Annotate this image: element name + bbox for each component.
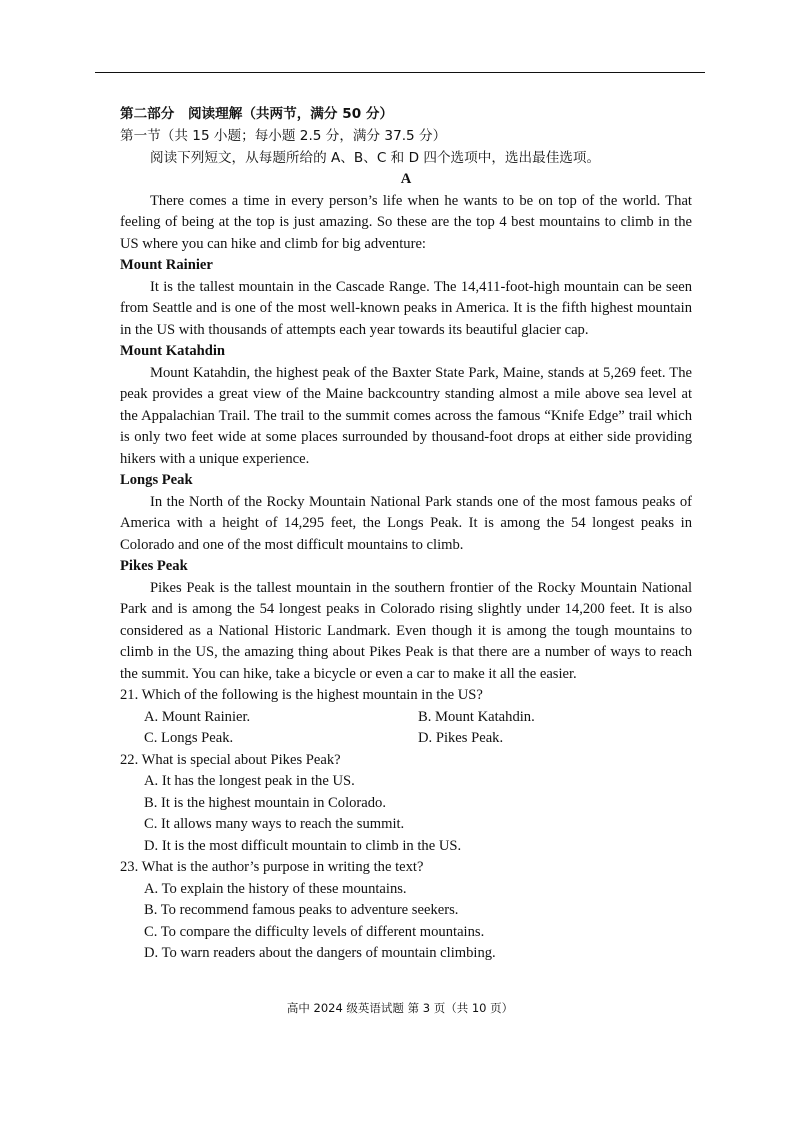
- peak-heading-katahdin: Mount Katahdin: [120, 343, 226, 359]
- instruction-text: 阅读下列短文，从每题所给的 A、B、C 和 D 四个选项中，选出最佳选项。: [150, 150, 601, 166]
- question-23-option-b: B. To recommend famous peaks to adventure seekers.: [144, 902, 459, 918]
- peak-heading-longs: Longs Peak: [120, 472, 193, 488]
- question-21-options-row-2: [120, 728, 692, 750]
- question-22-option-c: C. It allows many ways to reach the summit.: [144, 816, 405, 832]
- section-heading: 第一节（共 15 小题；每小题 2.5 分，满分 37.5 分）: [120, 128, 447, 144]
- question-21-option-a: A. Mount Rainier.: [144, 708, 251, 725]
- question-22-option-a: A. It has the longest peak in the US.: [144, 773, 355, 789]
- question-23-option-a: A. To explain the history of these mountains.: [144, 880, 407, 897]
- peak-text-pikes: Pikes Peak is the tallest mountain in the southern frontier of the Rocky Mountain National Park and is among the 54 longest peaks in Colorado rising slightly under 14,200 feet. It is also considered as a National Historic Landmark. Even though it is among the tough mountains to climb in the US, the amazing thing about Pikes Peak is that there are a number of ways to reach the summit. You can hike, take a bicycle or even a car to make it all the easier.: [120, 579, 692, 682]
- peak-heading-rainier: Mount Rainier: [120, 257, 213, 273]
- question-22-option-d: D. It is the most difficult mountain to climb in the US.: [144, 837, 462, 854]
- part-heading: 第二部分 阅读理解（共两节，满分 50 分）: [120, 106, 394, 122]
- question-21-option-d: D. Pikes Peak.: [418, 730, 504, 746]
- question-22-option-b: B. It is the highest mountain in Colorado.: [144, 794, 386, 811]
- peak-heading-pikes: Pikes Peak: [120, 558, 188, 574]
- passage-letter: A: [400, 171, 412, 187]
- passage-intro: There comes a time in every person’s life when he wants to be on top of the world. That feeling of being at the top is just amazing. So these are the top 4 best mountains to climb in the US where you can hike and climb for big adventure:: [120, 192, 692, 252]
- question-23-stem: 23. What is the author’s purpose in writing the text?: [120, 859, 424, 875]
- question-21-stem: 21. Which of the following is the highest mountain in the US?: [120, 687, 483, 703]
- peak-text-longs: In the North of the Rocky Mountain National Park stands one of the most famous peaks of America with a height of 14,295 feet, the Longs Peak. It is among the 54 longest peaks in Colorado and one of the most difficult mountains to climb.: [120, 493, 692, 553]
- exam-page: [120, 103, 692, 965]
- question-21-option-c: C. Longs Peak.: [144, 730, 234, 746]
- question-21-options-row-1: [120, 707, 692, 729]
- peak-text-rainier: It is the tallest mountain in the Cascade Range. The 14,411-foot-high mountain can be seen from Seattle and is one of the most well-known peaks in America. It is the fifth highest mountain in the US with thousands of attempts each year towards its beautiful glacier cap.: [120, 278, 692, 338]
- top-rule: [95, 72, 705, 73]
- question-23-option-c: C. To compare the difficulty levels of different mountains.: [144, 923, 485, 940]
- peak-text-katahdin: Mount Katahdin, the highest peak of the Baxter State Park, Maine, stands at 5,269 feet. The peak provides a great view of the Maine backcountry standing almost a mile above sea level at the Appalachian Trail. The trail to the summit comes across the famous “Knife Edge” trail which is only two feet wide at some places surrounded by thousand-foot drops at either side providing hikers with a unique experience.: [120, 364, 692, 467]
- question-22-stem: 22. What is special about Pikes Peak?: [120, 751, 341, 768]
- page-footer: 高中 2024 级英语试题 第 3 页（共 10 页）: [286, 1001, 514, 1015]
- question-21-option-b: B. Mount Katahdin.: [418, 708, 535, 725]
- question-23-option-d: D. To warn readers about the dangers of mountain climbing.: [144, 945, 496, 961]
